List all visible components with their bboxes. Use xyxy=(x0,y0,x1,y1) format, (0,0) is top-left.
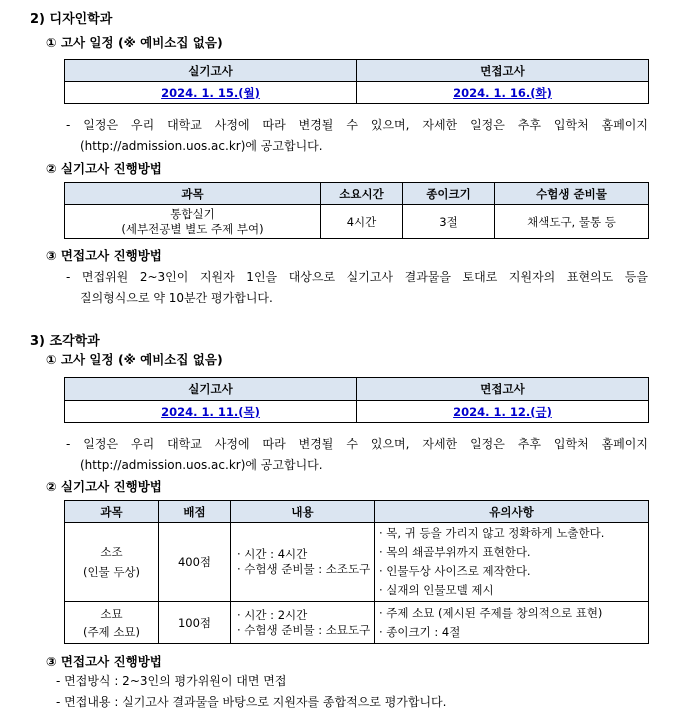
note-item: · 종이크기 : 4절 xyxy=(379,624,461,639)
subject-name: 통합실기 xyxy=(170,206,215,221)
practical-table xyxy=(64,182,649,239)
table-row xyxy=(65,602,649,644)
interview-method: - 면접방식 : 2~3인의 평가위원이 대면 면접 xyxy=(56,674,287,688)
note-item: · 인물두상 사이즈로 제작한다. xyxy=(379,564,531,578)
header-score: 배점 xyxy=(159,501,231,523)
content-time: · 시간 : 2시간 xyxy=(237,607,308,622)
header-materials: 수험생 준비물 xyxy=(495,183,649,205)
interview-desc-cont: 질의형식으로 약 10분간 평가합니다. xyxy=(80,291,273,305)
subheading-schedule: ① 고사 일정 (※ 예비소집 없음) xyxy=(46,352,223,367)
content-materials: · 수험생 준비물 : 소묘도구 xyxy=(237,622,371,637)
schedule-table xyxy=(64,59,649,104)
header-subject: 과목 xyxy=(65,501,159,523)
header-duration: 소요시간 xyxy=(321,183,403,205)
header-practical: 실기고사 xyxy=(65,378,357,401)
subject-detail: (인물 두상) xyxy=(82,565,141,579)
subheading-interview: ③ 면접고사 진행방법 xyxy=(46,654,162,669)
section-heading: 3) 조각학과 xyxy=(30,334,100,349)
subject-name: 소묘 xyxy=(100,606,123,621)
score-value: 400점 xyxy=(159,523,231,602)
header-notes: 유의사항 xyxy=(375,501,649,523)
schedule-note-cont: (http://admission.uos.ac.kr)에 공고합니다. xyxy=(80,458,323,472)
date-interview: 2024. 1. 16.(화) xyxy=(453,85,552,100)
date-interview: 2024. 1. 12.(금) xyxy=(453,404,552,419)
interview-content: - 면접내용 : 실기고사 결과물을 바탕으로 지원자를 종합적으로 평가합니다. xyxy=(56,695,447,709)
practical-table xyxy=(64,500,649,644)
header-practical: 실기고사 xyxy=(65,60,357,82)
schedule-note: - 일정은 우리 대학교 사정에 따라 변경될 수 있으며, 자세한 일정은 추후 입학처 홈페이지 xyxy=(66,437,648,451)
interview-desc: - 면접위원 2~3인이 지원자 1인을 대상으로 실기고사 결과물을 토대로 지원자의 표현의도 등을 xyxy=(66,270,648,284)
schedule-table xyxy=(64,377,649,423)
schedule-note-cont: (http://admission.uos.ac.kr)에 공고합니다. xyxy=(80,139,323,153)
schedule-note: - 일정은 우리 대학교 사정에 따라 변경될 수 있으며, 자세한 일정은 추후 입학처 홈페이지 xyxy=(66,118,648,132)
note-item: · 주제 소묘 (제시된 주제를 창의적으로 표현) xyxy=(379,605,603,620)
header-interview: 면접고사 xyxy=(357,60,649,82)
subject-detail: (세부전공별 별도 주제 부여) xyxy=(121,221,264,236)
subheading-practical: ② 실기고사 진행방법 xyxy=(46,161,162,176)
date-practical: 2024. 1. 11.(목) xyxy=(161,404,260,419)
duration-value: 4시간 xyxy=(321,205,403,239)
subheading-practical: ② 실기고사 진행방법 xyxy=(46,479,162,494)
score-value: 100점 xyxy=(159,602,231,644)
header-paper: 종이크기 xyxy=(403,183,495,205)
materials-value: 채색도구, 물통 등 xyxy=(495,205,649,239)
header-interview: 면접고사 xyxy=(357,378,649,401)
subject-name: 소조 xyxy=(100,545,123,559)
content-materials: · 수험생 준비물 : 소조도구 xyxy=(237,562,371,576)
content-time: · 시간 : 4시간 xyxy=(237,547,308,561)
section-heading: 2) 디자인학과 xyxy=(30,12,113,27)
subject-detail: (주제 소묘) xyxy=(82,624,141,639)
subheading-interview: ③ 면접고사 진행방법 xyxy=(46,248,162,263)
paper-value: 3절 xyxy=(403,205,495,239)
note-item: · 실재의 인물모델 제시 xyxy=(379,583,494,597)
note-item: · 목, 귀 등을 가리지 않고 정확하게 노출한다. xyxy=(379,526,605,540)
table-row xyxy=(65,523,649,602)
header-subject: 과목 xyxy=(65,183,321,205)
header-content: 내용 xyxy=(231,501,375,523)
note-item: · 목의 쇄골부위까지 표현한다. xyxy=(379,545,531,559)
date-practical: 2024. 1. 15.(월) xyxy=(161,85,260,100)
subheading-schedule: ① 고사 일정 (※ 예비소집 없음) xyxy=(46,35,223,50)
